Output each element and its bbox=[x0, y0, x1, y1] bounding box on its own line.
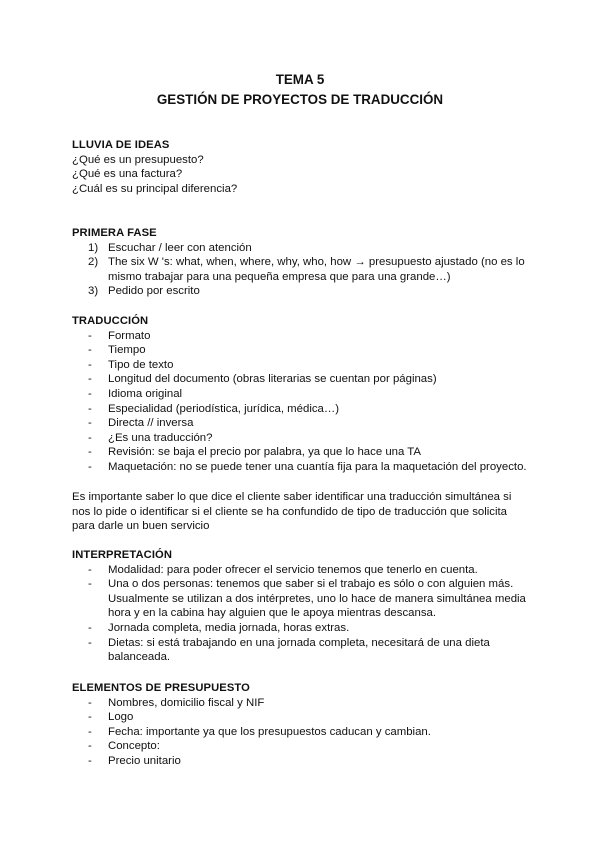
dash-marker: - bbox=[88, 754, 92, 767]
dash-marker: - bbox=[88, 344, 92, 357]
section-primera-fase bbox=[72, 226, 532, 299]
dash-marker: - bbox=[88, 578, 92, 591]
dash-marker: - bbox=[88, 563, 92, 576]
list-item-text: Longitud del documento (obras literarias se cuentan por páginas) bbox=[108, 373, 437, 386]
page-title-line1: TEMA 5 bbox=[275, 72, 325, 87]
list-item bbox=[72, 402, 532, 417]
list-item bbox=[72, 445, 532, 460]
dash-marker: - bbox=[88, 740, 92, 753]
dash-marker: - bbox=[88, 621, 92, 634]
dash-marker: - bbox=[88, 431, 92, 444]
dash-list bbox=[72, 563, 532, 665]
list-item-text: Precio unitario bbox=[108, 754, 181, 767]
numbered-list bbox=[72, 241, 532, 299]
list-item bbox=[72, 754, 532, 769]
dash-marker: - bbox=[88, 460, 92, 473]
section-heading: TRADUCCIÓN bbox=[72, 315, 149, 327]
list-item-text: Directa // inversa bbox=[108, 417, 194, 430]
list-item-text: Nombres, domicilio fiscal y NIF bbox=[108, 696, 265, 709]
list-item-text: Idioma original bbox=[108, 387, 183, 400]
dash-marker: - bbox=[88, 402, 92, 415]
list-item bbox=[72, 372, 532, 387]
list-item-text: The six W 's: what, when, where, why, who, how → presupuesto ajustado (no es lo mismo trabajar para una pequeña empresa que para una grande…) bbox=[108, 256, 525, 283]
list-item bbox=[72, 577, 532, 621]
section-interpretacion bbox=[72, 548, 532, 665]
section-heading: PRIMERA FASE bbox=[72, 227, 157, 239]
dash-marker: - bbox=[88, 358, 92, 371]
list-item bbox=[72, 329, 532, 344]
list-item bbox=[72, 241, 532, 256]
list-item-text: ¿Es una traducción? bbox=[108, 431, 213, 444]
list-item-text: Escuchar / leer con atención bbox=[108, 241, 252, 254]
question-line: ¿Qué es un presupuesto? bbox=[72, 153, 204, 166]
list-item-text: Especialidad (periodística, jurídica, médica…) bbox=[108, 402, 340, 415]
list-item bbox=[72, 284, 532, 299]
list-item bbox=[72, 563, 532, 578]
list-item bbox=[72, 710, 532, 725]
section-heading: ELEMENTOS DE PRESUPUESTO bbox=[72, 682, 250, 694]
page-title-line2: GESTIÓN DE PROYECTOS DE TRADUCCIÓN bbox=[156, 92, 444, 107]
list-item bbox=[72, 431, 532, 446]
list-item-text: Modalidad: para poder ofrecer el servicio tenemos que tenerlo en cuenta. bbox=[108, 563, 478, 576]
question-line: ¿Cuál es su principal diferencia? bbox=[72, 182, 238, 195]
list-number: 3) bbox=[88, 285, 99, 298]
list-item-text: Jornada completa, media jornada, horas extras. bbox=[108, 621, 350, 634]
list-item bbox=[72, 725, 532, 740]
list-item bbox=[72, 696, 532, 711]
list-number: 2) bbox=[88, 256, 99, 269]
dash-marker: - bbox=[88, 329, 92, 342]
list-number: 1) bbox=[88, 241, 99, 254]
list-item bbox=[72, 358, 532, 373]
dash-marker: - bbox=[88, 373, 92, 386]
section-heading: INTERPRETACIÓN bbox=[72, 549, 173, 561]
list-item-text: Maquetación: no se puede tener una cuantía fija para la maquetación del proyecto. bbox=[108, 460, 527, 473]
list-item-text: Pedido por escrito bbox=[108, 285, 200, 298]
list-item bbox=[72, 460, 532, 475]
list-item bbox=[72, 416, 532, 431]
question-line: ¿Qué es una factura? bbox=[72, 168, 183, 181]
list-item bbox=[72, 255, 532, 284]
dash-marker: - bbox=[88, 446, 92, 459]
list-item-text: Formato bbox=[108, 329, 151, 342]
section-paragraph bbox=[72, 490, 532, 534]
section-elementos-de-presupuesto bbox=[72, 681, 532, 769]
list-item-text: Una o dos personas: tenemos que saber si el trabajo es sólo o con alguien más. Usualmente se utilizan a dos intérpretes, uno lo hace de manera simultánea media hora y en la cabina hay alguien que le apoya mientras descansa. bbox=[108, 578, 526, 620]
dash-marker: - bbox=[88, 711, 92, 724]
list-item bbox=[72, 636, 532, 665]
list-item-text: Dietas: si está trabajando en una jornada completa, necesitará de una dieta balanceada. bbox=[108, 636, 490, 664]
dash-marker: - bbox=[88, 387, 92, 400]
list-item-text: Revisión: se baja el precio por palabra, ya que lo hace una TA bbox=[108, 446, 422, 459]
list-item bbox=[72, 343, 532, 358]
dash-marker: - bbox=[88, 696, 92, 709]
dash-list bbox=[72, 329, 532, 475]
body-paragraph: Es importante saber lo que dice el cliente saber identificar una traducción simultánea si nos lo pide o identificar si el cliente se ha confundido de tipo de traducción que solicita para darle un buen servicio bbox=[72, 491, 512, 533]
dash-marker: - bbox=[88, 725, 92, 738]
list-item-text: Tipo de texto bbox=[108, 358, 174, 371]
section-heading: LLUVIA DE IDEAS bbox=[72, 139, 170, 151]
list-item-text: Fecha: importante ya que los presupuestos caducan y cambian. bbox=[108, 725, 431, 738]
list-item bbox=[72, 621, 532, 636]
dash-list bbox=[72, 696, 532, 769]
dash-marker: - bbox=[88, 417, 92, 430]
section-traduccion bbox=[72, 314, 532, 475]
list-item-text: Concepto: bbox=[108, 740, 160, 753]
section-lluvia-de-ideas bbox=[72, 138, 532, 196]
list-item-text: Tiempo bbox=[108, 344, 146, 357]
list-item-text: Logo bbox=[108, 711, 134, 724]
list-item bbox=[72, 739, 532, 754]
list-item bbox=[72, 387, 532, 402]
dash-marker: - bbox=[88, 636, 92, 649]
